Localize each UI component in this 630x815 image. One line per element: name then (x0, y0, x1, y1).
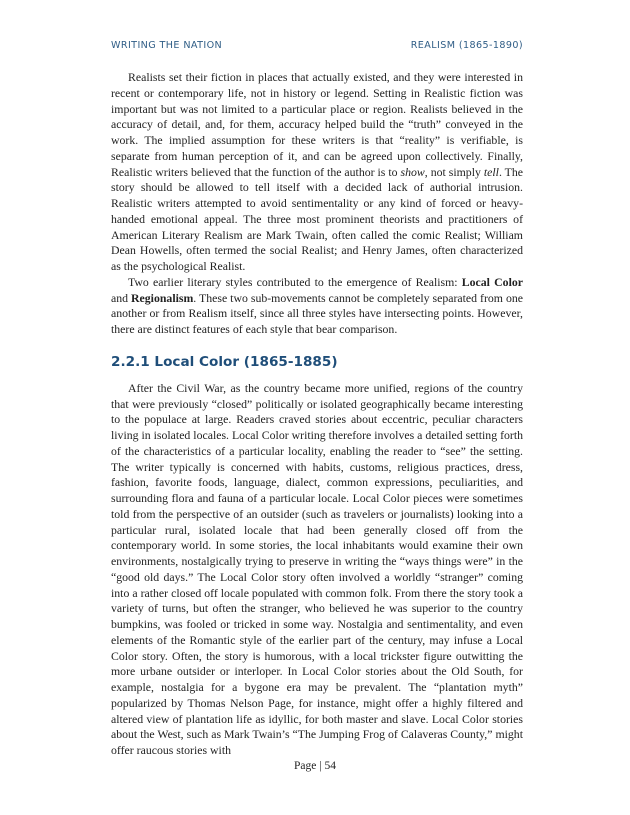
header-chapter-title: REALISM (1865-1890) (410, 40, 523, 51)
paragraph-text: Two earlier literary styles contributed to the emergence of Realism: (128, 274, 462, 289)
paragraph-text: . The story should be allowed to tell itself with a decided lack of authorial intrusion. Realistic writers attempted to avoid sentimentality or any kind of forced or heavy-handed emotional appeal. The three most prominent theorists and practitioners of American Literary Realism are Mark Twain, often called the comic Realist; William Dean Howells, often termed the social Realist; and Henry James, often characterized as the psychological Realist. (111, 164, 523, 273)
paragraph-text: and (111, 290, 132, 305)
running-header (111, 40, 523, 51)
paragraph-local-color: After the Civil War, as the country became more unified, regions of the country that were previously “closed” politically or isolated geographically became interesting to the populace at large. Readers craved stories about eccentric, peculiar characters living in isolated locales. Local Color writing therefore involves a detailed setting forth of the characteristics of a particular locality, enabling the reader to “see” the setting. The writer typically is concerned with habits, customs, religious practices, dress, fashion, favorite foods, language, dialect, common expressions, peculiarities, and surrounding flora and fauna of a particular locale. Local Color pieces were sometimes told from the perspective of an outsider (such as travelers or journalists) looking into a particular rural, isolated locale that had been generally closed off from the contemporary world. In some stories, the local inhabitants would examine their own environments, nostalgically trying to preserve in writing the “ways things were” in the “good old days.” The Local Color story often involved a worldly “stranger” coming into a rather closed off locale populated with common folk. From there the story took a variety of turns, but often the stranger, who believed he was superior to the country bumpkins, was fooled or tricked in some way. Nostalgia and sentimentality, and even elements of the Romantic style of the earlier part of the century, may infuse a Local Color story. Often, the story is humorous, with a local trickster figure outwitting the more urbane outsider or interloper. In Local Color stories about the Old South, for example, nostalgia for a bygone era may be prevalent. The “plantation myth” popularized by Thomas Nelson Page, for instance, might offer a highly filtered and altered view of plantation life as idyllic, for both master and slave. Local Color stories about the West, such as Mark Twain’s “The Jumping Frog of Calaveras County,” might offer raucous stories with (111, 380, 523, 757)
term-regionalism: Regionalism (131, 290, 194, 305)
emphasis-show: show (400, 164, 425, 179)
paragraph-earlier-styles (111, 275, 523, 338)
paragraph-text: Realists set their fiction in places that actually existed, and they were interested in recent or contemporary life, not in history or legend. Setting in Realistic fiction was important but was not limited to a particular place or region. Realists believed in the accuracy of detail, and, for them, accuracy helped build the “truth” conveyed in the work. The implied assumption for these writers is that “reality” is verifiable, is separate from human perception of it, and can be agreed upon collectively. Finally, Realistic writers believed that the function of the author is to (111, 70, 523, 179)
emphasis-tell: tell (483, 164, 499, 179)
body-text (111, 70, 523, 759)
paragraph-text: , not simply (424, 164, 484, 179)
paragraph-realism-intro (111, 70, 523, 275)
page-number: Page | 54 (294, 760, 336, 772)
section-heading: 2.2.1 Local Color (1865-1885) (111, 353, 338, 370)
header-book-title: WRITING THE NATION (111, 40, 223, 51)
term-local-color: Local Color (461, 274, 523, 289)
paragraph-text: . These two sub-movements cannot be completely separated from one another or from Realism itself, since all three styles have intersecting points. However, there are distinct features of each style that bear comparison. (111, 290, 524, 336)
